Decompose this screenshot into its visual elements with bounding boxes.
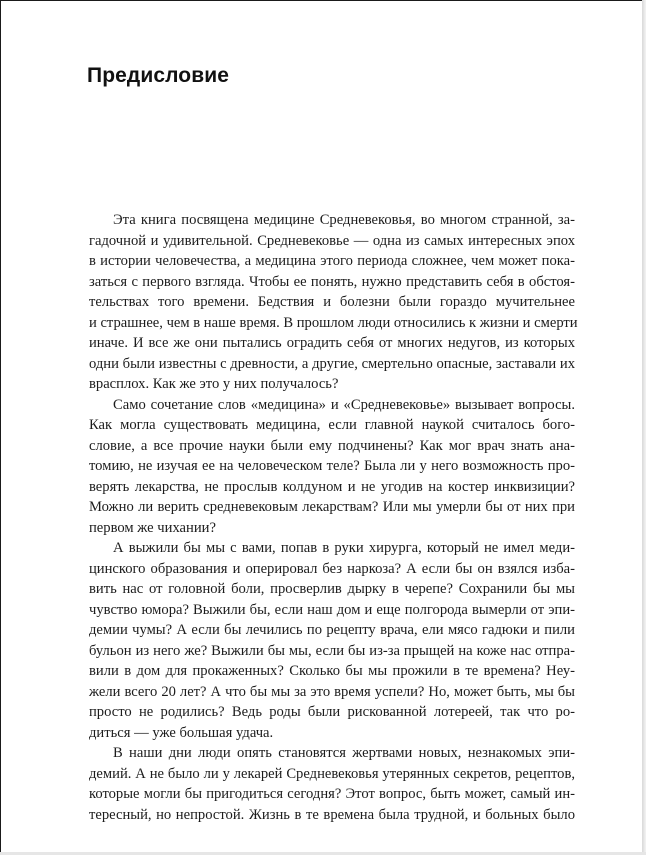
paragraph	[89, 538, 575, 743]
paragraph	[89, 210, 578, 395]
text-line: А выжили бы мы с вами, попав в руки хирурга, который не имел меди-	[113, 540, 575, 556]
text-line: томию, не изучая ее на человеческом теле? Была ли у него возможность про-	[89, 458, 575, 474]
text-line: цинского образования и оперировал без наркоза? А если бы он взялся изба-	[89, 560, 575, 577]
text-line: заться с первого взгляда. Чтобы ее понять, нужно представить себя в обстоя-	[89, 273, 575, 290]
text-line: Эта книга посвящена медицине Средневековья, во многом странной, за-	[113, 212, 575, 228]
text-line: жели всего 20 лет? А что бы мы за это время успели? Но, может быть, мы бы	[89, 683, 575, 700]
text-line: в истории человечества, а медицина этого периода сложнее, чем может пока-	[89, 253, 575, 269]
text-line: вить нас от головной боли, просверлив дырку в черепе? Сохранили бы мы	[89, 581, 575, 597]
text-line: тельствах того времени. Бедствия и болезни были гораздо мучительнее	[89, 294, 575, 310]
body-text	[89, 210, 578, 825]
paragraph	[89, 395, 575, 539]
text-line: просто не родились? Ведь роды были рискованной лотереей, так что ро-	[89, 704, 575, 720]
text-line: которые могли бы пригодиться сегодня? Этот вопрос, быть может, самый ин-	[89, 786, 575, 802]
page-title: Предисловие	[87, 64, 230, 87]
text-line: иначе. И все же они пытались оградить себя от многих недугов, из которых	[89, 335, 575, 351]
page-edge-shadow	[642, 0, 646, 855]
text-line: Можно ли верить средневековым лекарствам? Или мы умерли бы от них при	[89, 499, 575, 515]
text-line: вили в дом для прокаженных? Сколько бы мы прожили в те времена? Неу-	[89, 663, 575, 679]
text-line: врасплох. Как же это у них получалось?	[89, 376, 339, 392]
text-line: бульон из него же? Выжили бы мы, если бы из-за прыщей на коже нас отпра-	[89, 642, 575, 659]
text-line: словие, а все прочие науки были ему подчинены? Как мог врач знать ана-	[89, 437, 575, 454]
text-line: демий. А не было ли у лекарей Средневековья утерянных секретов, рецептов,	[89, 765, 575, 782]
text-line: гадочной и удивительной. Средневековье — одна из самых интересных эпох	[89, 232, 575, 249]
text-line: первом же чихании?	[89, 519, 216, 536]
text-line: Само сочетание слов «медицина» и «Средневековье» вызывает вопросы.	[113, 396, 575, 413]
text-line: тересный, но непростой. Жизнь в те времена была трудной, и больных было	[89, 806, 575, 823]
text-line: и страшнее, чем в наше время. В прошлом люди относились к жизни и смерти	[89, 314, 578, 331]
text-line: диться — уже большая удача.	[89, 724, 274, 741]
paragraph	[89, 743, 575, 825]
text-line: В наши дни люди опять становятся жертвами новых, незнакомых эпи-	[113, 745, 575, 761]
text-line: Как могла существовать медицина, если главной наукой считалось бого-	[89, 417, 575, 433]
text-line: одни были известны с древности, а другие, смертельно опасные, заставали их	[89, 355, 575, 372]
text-line: чувство юмора? Выжили бы, если наш дом и еще полгорода вымерли от эпи-	[89, 601, 575, 618]
text-line: верять лекарства, не прослыв колдуном и не угодив на костер инквизиции?	[89, 478, 575, 495]
text-line: демии чумы? А если бы лечились по рецепту врача, ели мясо гадюки и пили	[89, 622, 575, 638]
